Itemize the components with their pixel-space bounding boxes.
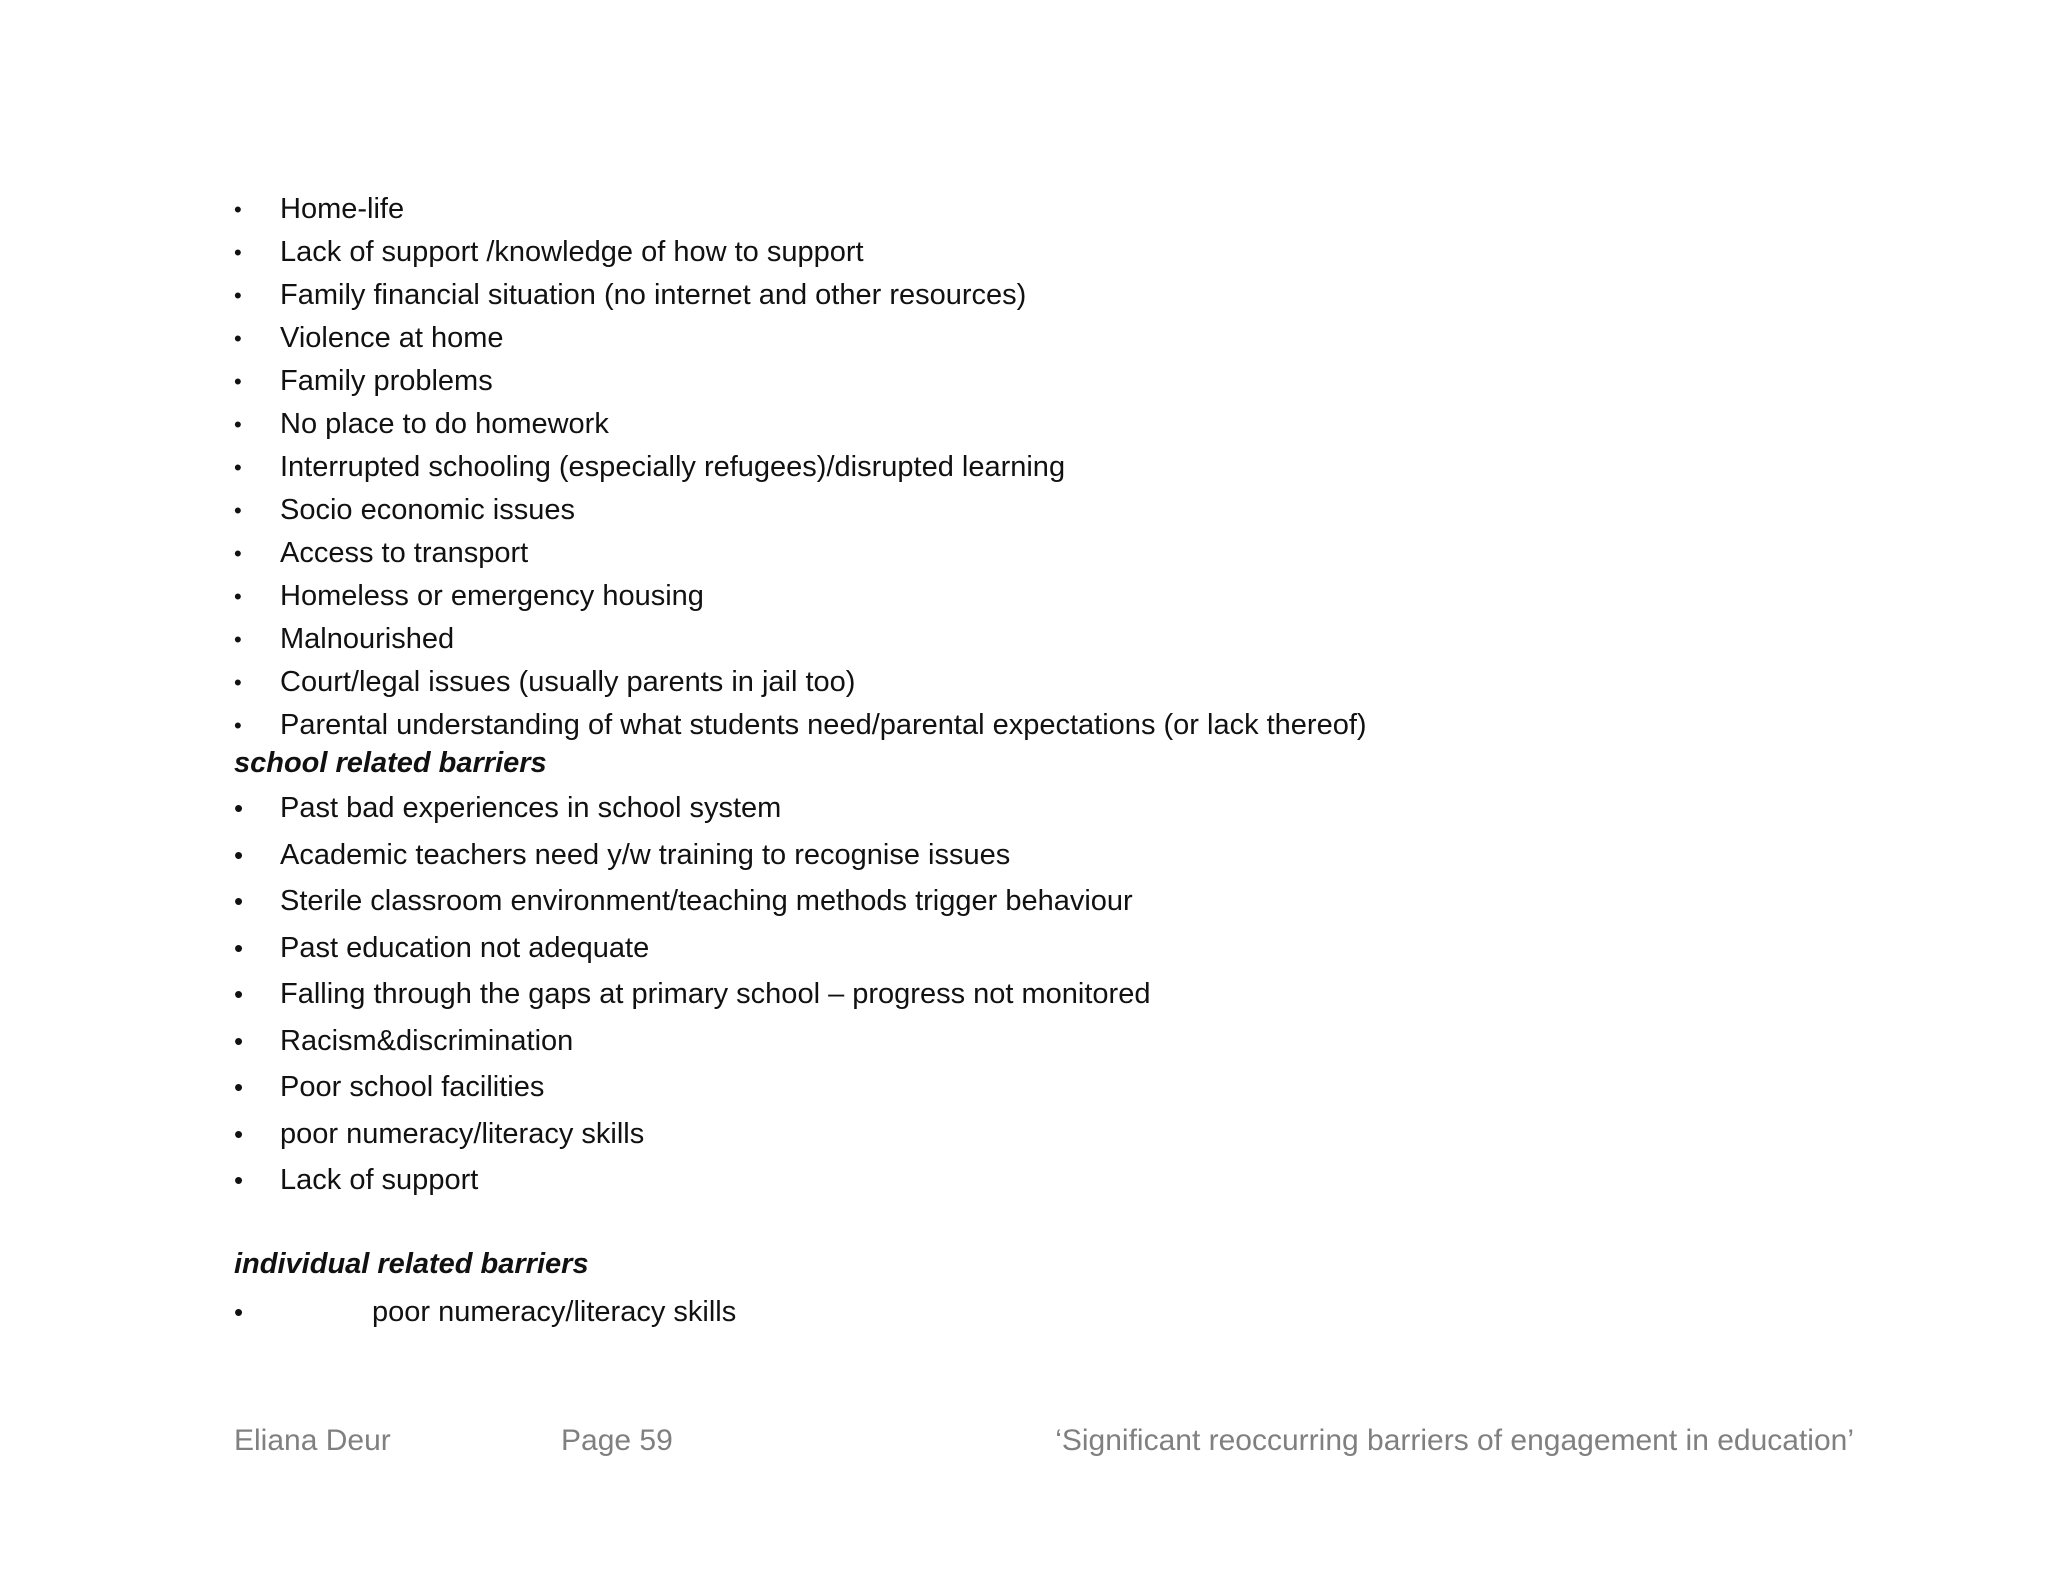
school-barriers-heading: school related barriers	[234, 747, 547, 779]
bullet-icon: •	[234, 932, 244, 963]
bullet-icon: •	[234, 1025, 244, 1056]
bullet-icon: •	[234, 1072, 244, 1102]
list-item-text: Academic teachers need y/w training to recognise issues	[280, 838, 1011, 871]
bullet-icon: •	[234, 839, 244, 870]
list-item-text: Sterile classroom environment/teaching methods trigger behaviour	[280, 885, 1133, 917]
list-item-text: poor numeracy/literacy skills	[280, 1117, 645, 1150]
list-item-text: poor numeracy/literacy skills	[372, 1296, 737, 1328]
bullet-icon: •	[234, 498, 242, 523]
list-item-text: Homeless or emergency housing	[280, 580, 704, 612]
bullet-icon: •	[234, 240, 242, 265]
list-item-text: Violence at home	[280, 322, 504, 354]
bullet-icon: •	[234, 369, 242, 394]
bullet-icon: •	[234, 412, 242, 437]
list-item-text: Poor school facilities	[280, 1071, 545, 1103]
bullet-icon: •	[234, 197, 242, 222]
list-item-text: Past education not adequate	[280, 931, 650, 964]
list-item-text: Court/legal issues (usually parents in jail too)	[280, 666, 856, 698]
list-item-text: Falling through the gaps at primary school – progress not monitored	[280, 978, 1151, 1010]
list-item-text: Past bad experiences in school system	[280, 792, 782, 824]
bullet-icon: •	[234, 1165, 244, 1195]
list-item-text: Lack of support	[280, 1164, 479, 1196]
list-item-text: Parental understanding of what students need/parental expectations (or lack thereof)	[280, 709, 1367, 741]
bullet-icon: •	[234, 541, 242, 566]
list-item-text: Home-life	[280, 193, 405, 225]
list-item-text: Family problems	[280, 365, 493, 397]
bullet-icon: •	[234, 584, 242, 609]
footer-page-number: Page 59	[561, 1424, 673, 1457]
bullet-icon: •	[234, 627, 242, 652]
bullet-icon: •	[234, 283, 242, 308]
list-item-text: Interrupted schooling (especially refugees)/disrupted learning	[280, 451, 1066, 483]
list-item-text: No place to do homework	[280, 408, 609, 440]
bullet-icon: •	[234, 1297, 244, 1327]
bullet-icon: •	[234, 670, 242, 695]
footer-document-title: ‘Significant reoccurring barriers of engagement in education’	[1055, 1424, 1854, 1457]
bullet-icon: •	[234, 1118, 244, 1149]
bullet-icon: •	[234, 455, 242, 480]
list-item-text: Malnourished	[280, 623, 455, 655]
list-item-text: Socio economic issues	[280, 494, 575, 526]
list-item-text: Family financial situation (no internet and other resources)	[280, 279, 1027, 311]
bullet-icon: •	[234, 979, 244, 1009]
bullet-icon: •	[234, 793, 244, 823]
bullet-icon: •	[234, 886, 244, 916]
footer-author: Eliana Deur	[234, 1424, 391, 1457]
bullet-icon: •	[234, 326, 242, 351]
individual-barriers-heading: individual related barriers	[234, 1248, 589, 1280]
bullet-icon: •	[234, 713, 242, 738]
list-item-text: Racism&discrimination	[280, 1024, 574, 1057]
list-item-text: Access to transport	[280, 537, 529, 569]
list-item-text: Lack of support /knowledge of how to support	[280, 236, 864, 268]
